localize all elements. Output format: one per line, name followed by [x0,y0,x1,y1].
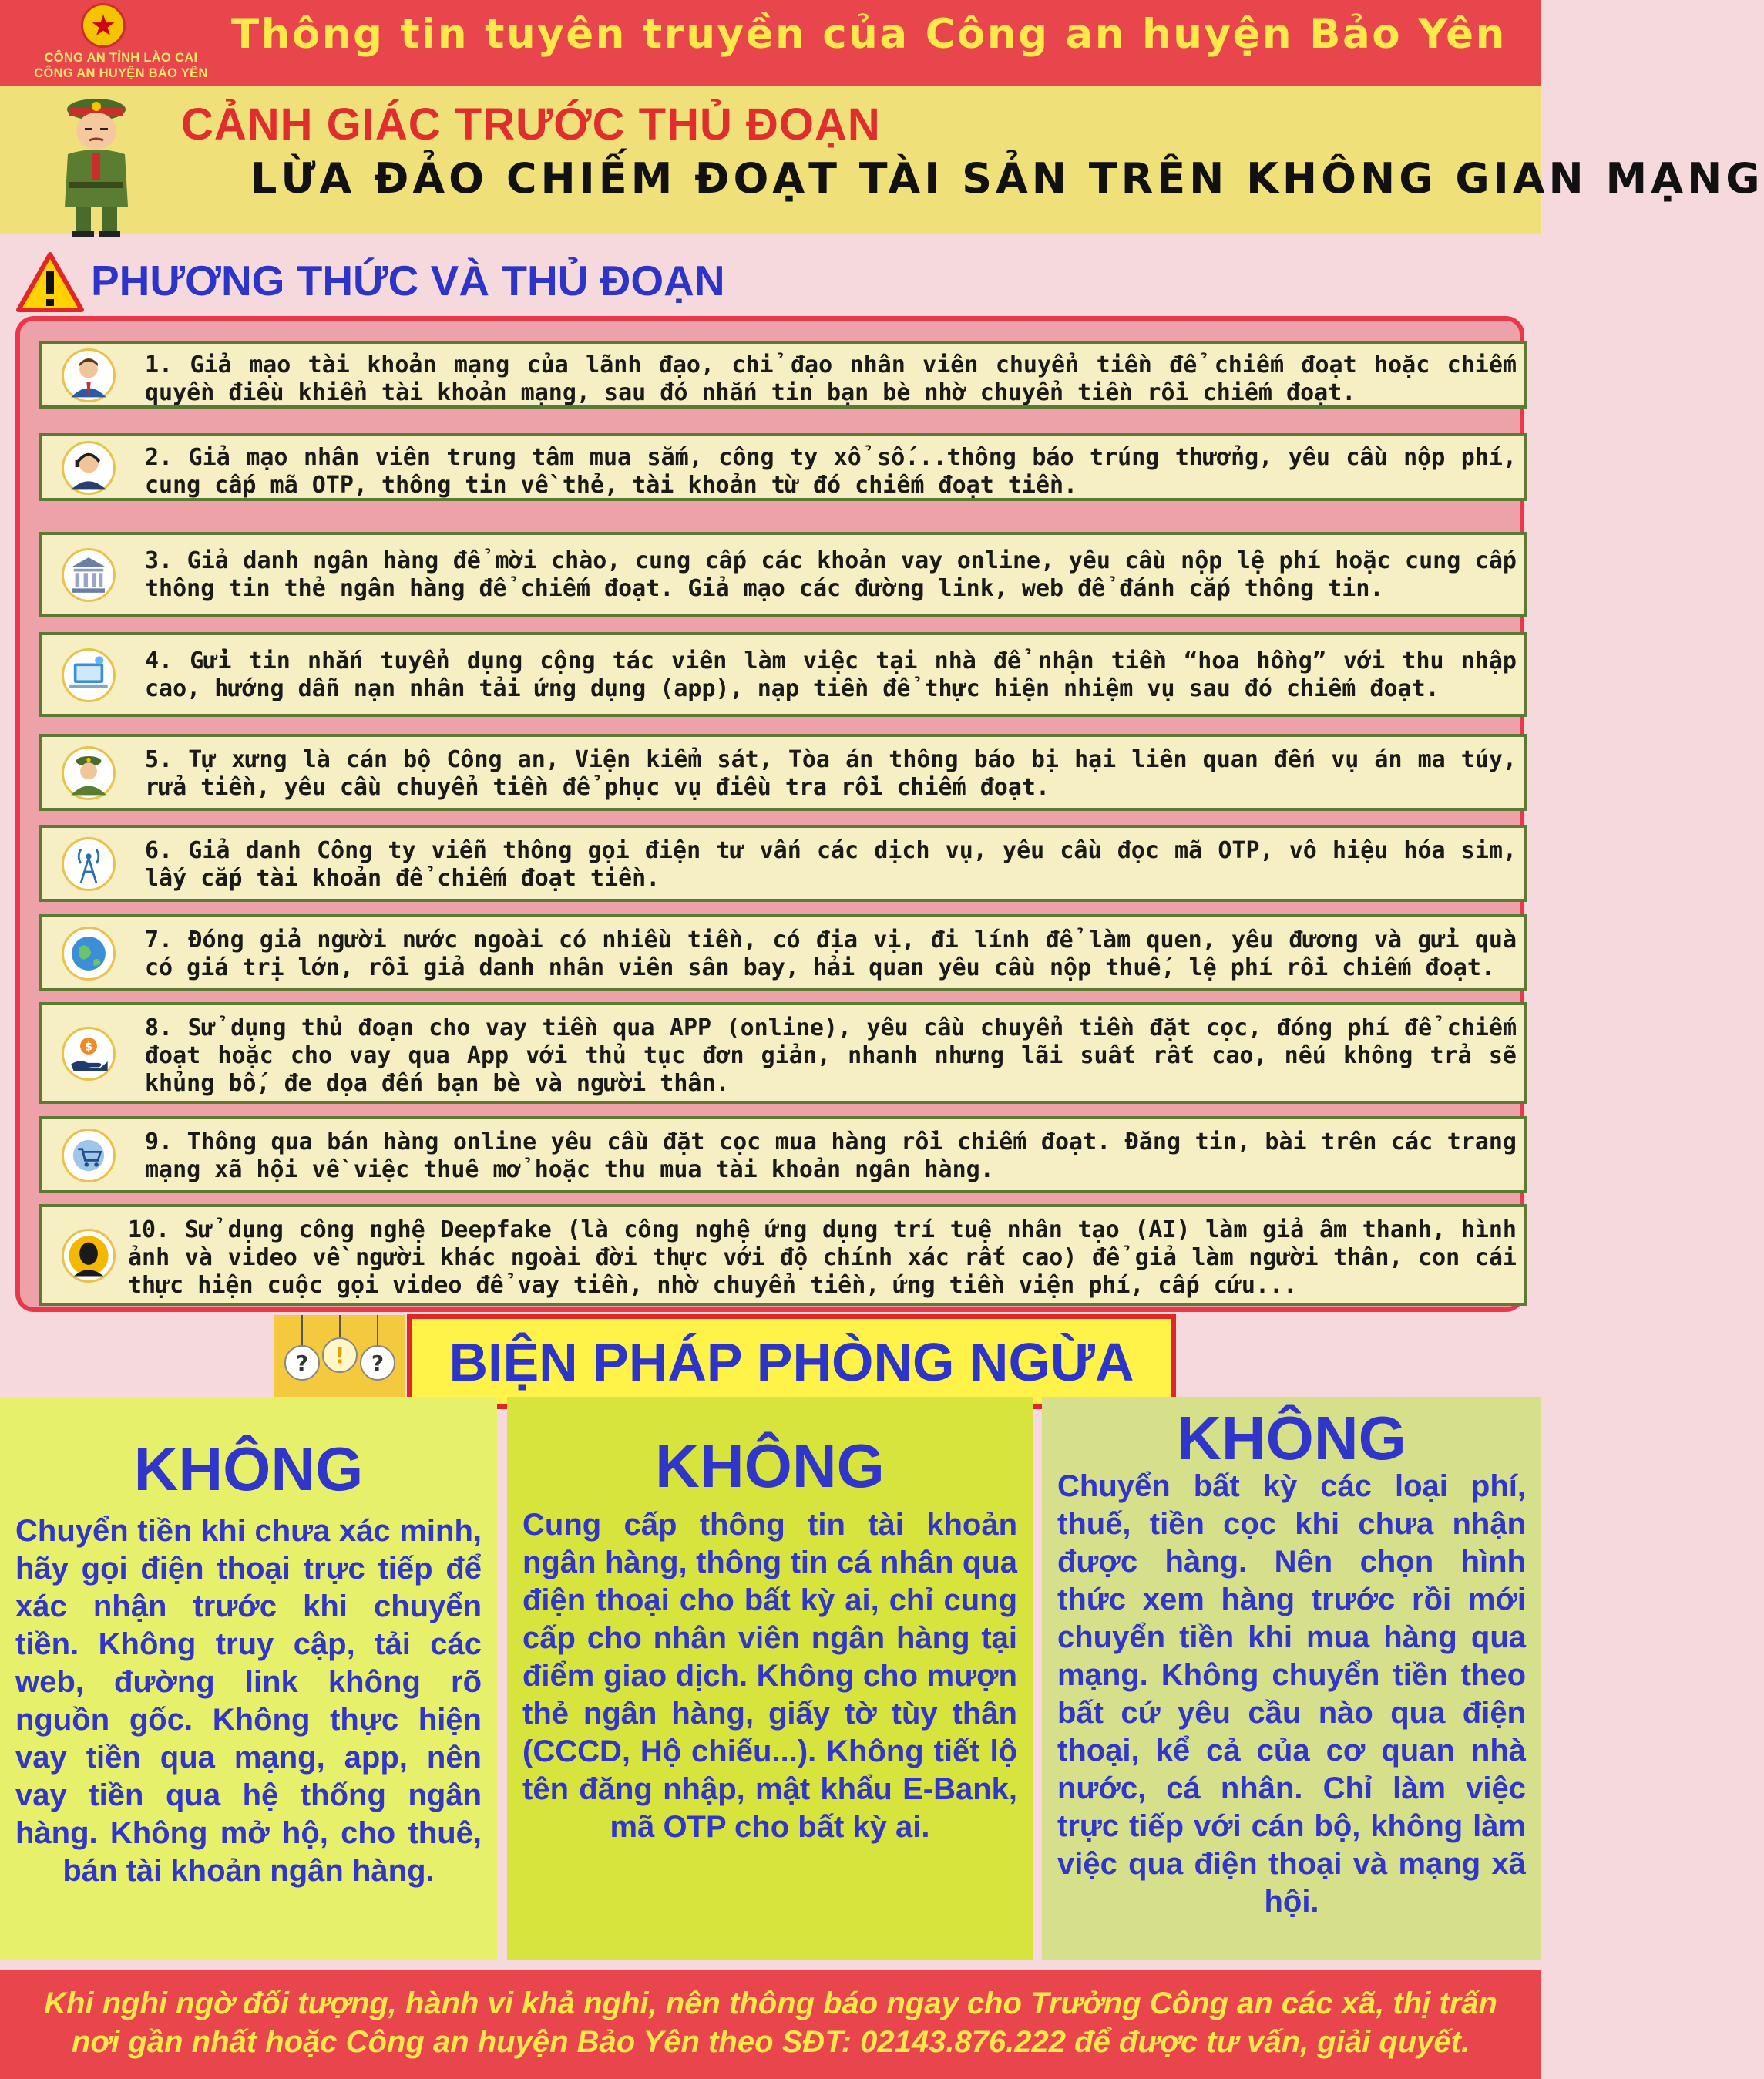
list-item-text: 10. Sử dụng công nghệ Deepfake (là công nghệ ứng dụng trí tuệ nhân tạo (AI) làm giả âm thanh, hình ảnh và video về người khác ngoài đời thực với độ chính xác rất cao) để giả làm người thân, con cái thực hiện cuộc gọi video để vay tiền, nhờ chuyển tiền, ứng tiền viện phí, cấp cứu... [128,1216,1517,1299]
online-work-icon [62,648,116,702]
list-item-text: 8. Sử dụng thủ đoạn cho vay tiền qua APP (online), yêu cầu chuyển tiền đặt cọc, đóng phí để chiếm đoạt hoặc cho vay qua App với thủ tục đơn giản, nhanh nhưng lãi suất rất cao, nếu không trả sẽ khủng bố, đe dọa đến bạn bè và người thân. [145,1014,1517,1097]
prevention-column-1 [0,1397,497,1960]
police-emblem-icon [81,3,126,48]
list-item [39,734,1527,811]
prevention-column-3 [1042,1397,1541,1960]
list-item-text: 2. Giả mạo nhân viên trung tâm mua sắm, công ty xổ số...thông báo trúng thưởng, yêu cầu nộp phí, cung cấp mã OTP, thông tin về thẻ, tài khoản từ đó chiếm đoạt tiền. [145,444,1517,499]
prevention-column-2 [507,1397,1033,1960]
prevention-title: BIỆN PHÁP PHÒNG NGỪA [449,1332,1134,1392]
agency-line-1: CÔNG AN TỈNH LÀO CAI [44,51,198,65]
column-text: Cung cấp thông tin tài khoản ngân hàng, thông tin cá nhân qua điện thoại cho bất kỳ ai, chỉ cung cấp cho nhân viên ngân hàng tại điểm giao dịch. Không cho mượn thẻ ngân hàng, giấy tờ tùy thân (CCCD, Hộ chiếu...). Không tiết lộ tên đăng nhập, mật khẩu E-Bank, mã OTP cho bất kỳ ai. [522,1508,1017,1844]
methods-list [15,316,1524,1312]
list-item-text: 1. Giả mạo tài khoản mạng của lãnh đạo, chỉ đạo nhân viên chuyển tiền để chiếm đoạt hoặc chiếm quyền điều khiển tài khoản mạng, sau đó nhắn tin bạn bè nhờ chuyển tiền rồi chiếm đoạt. [145,352,1517,406]
list-item [39,1002,1527,1104]
header-bar [0,0,1541,86]
list-item-text: 6. Giả danh Công ty viễn thông gọi điện tư vấn các dịch vụ, yêu cầu đọc mã OTP, vô hiệu hóa sim, lấy cắp tài khoản để chiếm đoạt tiền. [145,837,1517,892]
question-bulbs-icon [274,1315,405,1397]
list-item-text: 5. Tự xưng là cán bộ Công an, Viện kiểm sát, Tòa án thông báo bị hại liên quan đến vụ án ma túy, rửa tiền, yêu cầu chuyển tiền để phục vụ điều tra rồi chiếm đoạt. [145,746,1517,801]
globe-network-icon [62,927,116,981]
money-hand-icon [62,1027,116,1081]
star-icon: ★ [89,8,117,42]
svg-text:?: ? [371,1351,385,1376]
agency-line-2: CÔNG AN HUYỆN BẢO YÊN [34,66,208,80]
manager-avatar-icon [62,348,116,402]
svg-text:?: ? [295,1351,309,1376]
deepfake-face-icon [62,1229,116,1283]
list-item [39,825,1527,902]
header-title: Thông tin tuyên truyền của Công an huyện Bảo Yên [231,11,1507,58]
list-item-text: 3. Giả danh ngân hàng để mời chào, cung cấp các khoản vay online, yêu cầu nộp lệ phí hoặc cung cấp thông tin thẻ ngân hàng để chiếm đoạt. Giả mạo các đường link, web để đánh cắp thông tin. [145,547,1517,602]
warning-triangle-icon [15,251,85,313]
online-shopping-icon [62,1129,116,1182]
list-item [39,532,1527,617]
column-text: Chuyển tiền khi chưa xác minh, hãy gọi điện thoại trực tiếp để xác nhận trước khi chuyển tiền. Không truy cập, tải các web, đường link không rõ nguồn gốc. Không thực hiện vay tiền qua mạng, app, nên vay tiền qua hệ thống ngân hàng. Không mở hộ, cho thuê, bán tài khoản ngân hàng. [15,1514,482,1888]
footer-hotline-text: Khi nghi ngờ đối tượng, hành vi khả nghi, nên thông báo ngay cho Trưởng Công an các xã, thị trấn nơi gần nhất hoặc Công an huyện Bảo Yên theo SĐT: 02143.876.222 để được tư vấn, giải quyết. [44,1986,1497,2059]
column-heading: KHÔNG [1177,1404,1406,1472]
footer-bar [0,1970,1541,2079]
police-officer-mascot-icon [54,91,139,237]
list-item [39,1204,1527,1306]
prevention-title-box [407,1314,1176,1409]
list-item [39,341,1527,409]
call-center-agent-icon [62,441,116,495]
warning-title-red: CẢNH GIÁC TRƯỚC THỦ ĐOẠN [181,99,881,150]
column-heading: KHÔNG [133,1435,364,1503]
list-item [39,1116,1527,1193]
column-text: Chuyển bất kỳ các loại phí, thuế, tiền cọc khi chưa nhận được hàng. Nên chọn hình thức xem hàng trước rồi mới chuyển tiền khi mua hàng qua mạng. Không chuyển tiền theo bất cứ yêu cầu nào qua điện thoại, kể cả của cơ quan nhà nước, cá nhân. Chỉ làm việc trực tiếp với cán bộ, không làm việc qua điện thoại và mạng xã hội. [1057,1469,1526,1919]
bank-building-icon [62,548,116,602]
warning-title-black: LỪA ĐẢO CHIẾM ĐOẠT TÀI SẢN TRÊN KHÔNG GIAN MẠNG [250,154,1764,203]
list-item-text: 7. Đóng giả người nước ngoài có nhiều tiền, có địa vị, đi lính để làm quen, yêu đương và gửi quà có giá trị lớn, rồi giả danh nhân viên sân bay, hải quan yêu cầu nộp thuế, lệ phí rồi chiếm đoạt. [145,927,1517,981]
methods-title: PHƯƠNG THỨC VÀ THỦ ĐOẠN [91,257,725,304]
list-item [39,433,1527,501]
police-officer-icon [62,746,116,800]
telecom-tower-icon [62,837,116,891]
column-heading: KHÔNG [655,1431,885,1500]
list-item [39,632,1527,717]
list-item-text: 4. Gửi tin nhắn tuyển dụng cộng tác viên làm việc tại nhà để nhận tiền “hoa hồng” với thu nhập cao, hướng dẫn nạn nhân tải ứng dụng (app), nạp tiền để thực hiện nhiệm vụ sau đó chiếm đoạt. [145,648,1517,702]
svg-text:$: $ [84,1040,93,1054]
list-item-text: 9. Thông qua bán hàng online yêu cầu đặt cọc mua hàng rồi chiếm đoạt. Đăng tin, bài trên các trang mạng xã hội về việc thuê mở hoặc thu mua tài khoản ngân hàng. [145,1129,1517,1183]
svg-text:!: ! [334,1343,345,1368]
list-item [39,914,1527,991]
